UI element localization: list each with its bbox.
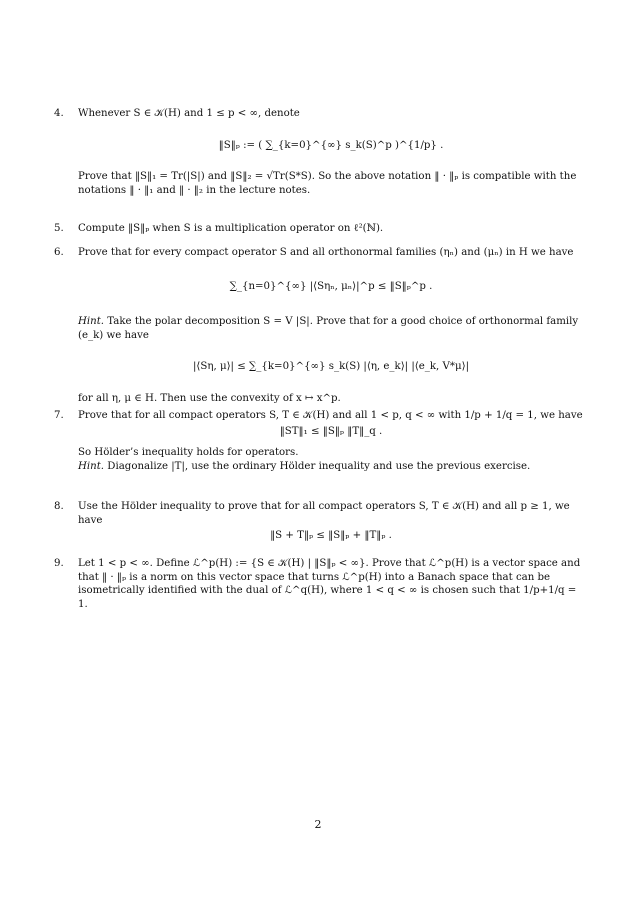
hint-text: [78, 460, 584, 474]
hint-body: Diagonalize |T|, use the ordinary Hölder inequality and use the previous exercise.: [107, 460, 531, 472]
display-equation: |⟨Sη, μ⟩| ≤ ∑_{k=0}^{∞} s_k(S) |⟨η, e_k⟩| |⟨e_k, V*μ⟩|: [193, 361, 469, 372]
exercise-9: [54, 557, 584, 611]
exercise-number: 9.: [54, 558, 64, 569]
exercise-text: Prove that ‖S‖₁ = Tr(|S|) and ‖S‖₂ = √Tr(S*S). So the above notation ‖ · ‖ₚ is compatible with the notations ‖ · ‖₁ and ‖ · ‖₂ in the lecture notes.: [78, 171, 577, 196]
hint-body: Take the polar decomposition S = V |S|. Prove that for a good choice of orthonormal family (e_k) we have: [78, 316, 579, 341]
exercise-text: Use the Hölder inequality to prove that for all compact operators S, T ∈ 𝒦(H) and all p ≥ 1, we have: [78, 501, 570, 526]
exercise-text: Prove that for all compact operators S, T ∈ 𝒦(H) and all 1 < p, q < ∞ with 1/p + 1/q = 1, we have: [78, 410, 583, 421]
exercise-number: 7.: [54, 410, 64, 421]
exercise-text: Whenever S ∈ 𝒦(H) and 1 ≤ p < ∞, denote: [78, 108, 300, 119]
page-number: 2: [314, 818, 322, 831]
exercise-4: [54, 107, 584, 197]
exercise-number: 6.: [54, 247, 64, 258]
exercise-text: Let 1 < p < ∞. Define ℒ^p(H) := {S ∈ 𝒦(H) | ‖S‖ₚ < ∞}. Prove that ℒ^p(H) is a vector space and that ‖ · ‖ₚ is a norm on this vector space that turns ℒ^p(H) into a Banach space that can be isometrically identified with the dual of ℒ^q(H), where 1 < q < ∞ is chosen such that 1/p+1/q = 1.: [78, 558, 581, 610]
exercise-number: 4.: [54, 108, 64, 119]
exercise-text: Compute ‖S‖ₚ when S is a multiplication operator on ℓ²(ℕ).: [78, 223, 384, 234]
hint-label: Hint.: [78, 316, 105, 327]
display-equation: ‖ST‖₁ ≤ ‖S‖ₚ ‖T‖_q .: [279, 425, 383, 437]
display-equation: ∑_{n=0}^{∞} |⟨Sηₙ, μₙ⟩|^p ≤ ‖S‖ₚ^p .: [229, 280, 433, 292]
exercise-number: 5.: [54, 223, 64, 234]
exercise-8: [54, 500, 584, 549]
exercise-text: for all η, μ ∈ H. Then use the convexity of x ↦ x^p.: [78, 392, 341, 404]
hint-label: Hint.: [78, 460, 105, 472]
exercise-6: [54, 246, 584, 405]
exercise-text: So Hölder’s inequality holds for operators.: [78, 447, 299, 458]
exercise-5: [54, 222, 584, 236]
display-equation: ‖S‖ₚ := ( ∑_{k=0}^{∞} s_k(S)^p )^{1/p} .: [218, 139, 444, 151]
display-equation: ‖S + T‖ₚ ≤ ‖S‖ₚ + ‖T‖ₚ .: [270, 530, 392, 541]
exercise-7: [54, 409, 584, 473]
hint-text: [78, 315, 584, 342]
exercise-text: Prove that for every compact operator S and all orthonormal families (ηₙ) and (μₙ) in H we have: [78, 247, 574, 258]
exercise-number: 8.: [54, 501, 64, 512]
